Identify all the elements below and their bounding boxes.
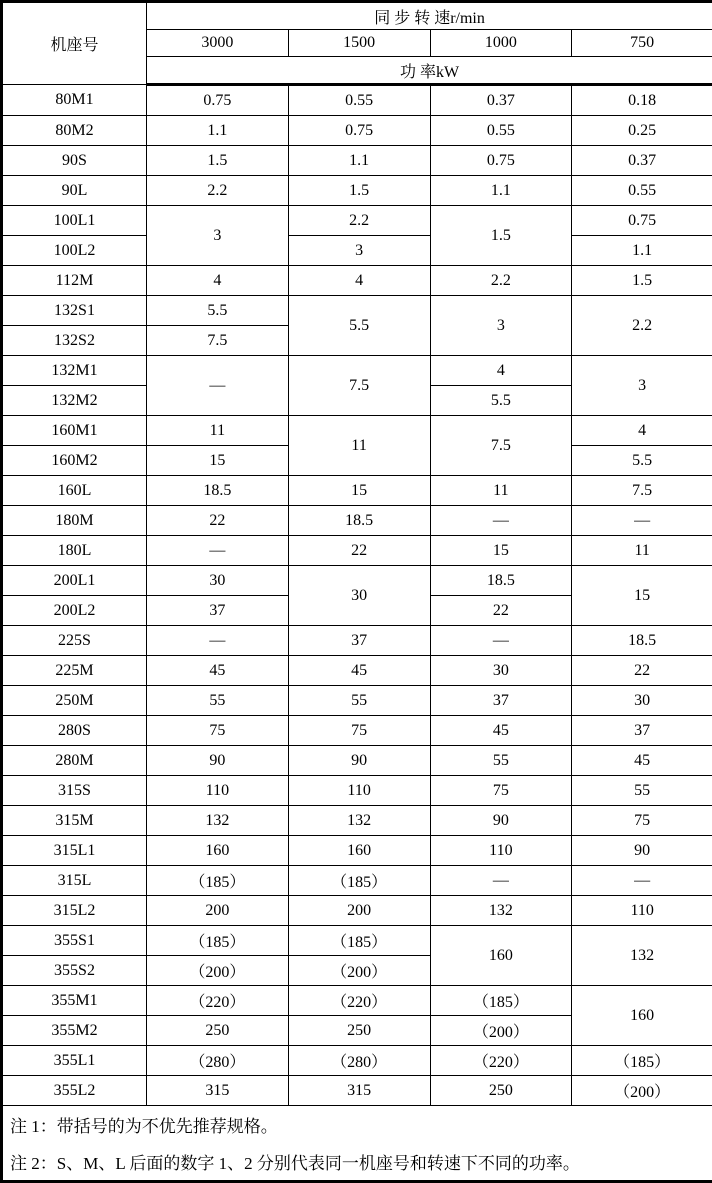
power-cell: 37	[147, 596, 289, 626]
frame-cell: 225M	[2, 656, 147, 686]
power-cell: 315	[288, 1076, 430, 1106]
table-row	[2, 116, 712, 146]
frame-cell: 225S	[2, 626, 147, 656]
table-row	[2, 776, 712, 806]
power-cell: —	[147, 536, 289, 566]
power-cell: 4	[147, 266, 289, 296]
power-cell: 2.2	[430, 266, 572, 296]
frame-cell: 180M	[2, 506, 147, 536]
power-cell: 22	[430, 596, 572, 626]
frame-cell: 132S1	[2, 296, 147, 326]
power-cell: （280）	[288, 1046, 430, 1076]
frame-cell: 90L	[2, 176, 147, 206]
frame-cell: 160L	[2, 476, 147, 506]
power-cell: 7.5	[147, 326, 289, 356]
power-cell: 0.18	[572, 85, 712, 116]
power-cell: —	[147, 626, 289, 656]
power-cell: （185）	[572, 1046, 712, 1076]
power-cell: 45	[430, 716, 572, 746]
frame-cell: 355S1	[2, 926, 147, 956]
table-row	[2, 866, 712, 896]
power-cell: 110	[430, 836, 572, 866]
power-cell: 75	[288, 716, 430, 746]
power-cell: 132	[572, 926, 712, 986]
power-cell: （200）	[572, 1076, 712, 1106]
power-cell: 0.75	[430, 146, 572, 176]
power-cell: 200	[147, 896, 289, 926]
table-row	[2, 566, 712, 596]
table-row	[2, 206, 712, 236]
table-row	[2, 146, 712, 176]
power-cell: 1.1	[288, 146, 430, 176]
frame-cell: 100L2	[2, 236, 147, 266]
table-row	[2, 1046, 712, 1076]
power-cell: 45	[572, 746, 712, 776]
frame-cell: 160M2	[2, 446, 147, 476]
note-row	[2, 1106, 712, 1144]
header-row-speed-title	[2, 2, 712, 30]
power-cell: 11	[288, 416, 430, 476]
frame-cell: 200L2	[2, 596, 147, 626]
power-cell: 0.75	[572, 206, 712, 236]
power-cell: （280）	[147, 1046, 289, 1076]
table-row	[2, 716, 712, 746]
frame-cell: 132M1	[2, 356, 147, 386]
power-cell: —	[572, 506, 712, 536]
frame-cell: 280M	[2, 746, 147, 776]
power-cell: 0.75	[147, 85, 289, 116]
power-cell: 7.5	[288, 356, 430, 416]
power-cell: （185）	[147, 926, 289, 956]
power-cell: 3	[288, 236, 430, 266]
power-cell: 250	[430, 1076, 572, 1106]
power-cell: （220）	[147, 986, 289, 1016]
power-cell: 22	[288, 536, 430, 566]
power-cell: 0.55	[572, 176, 712, 206]
power-cell: 18.5	[288, 506, 430, 536]
power-cell: 4	[430, 356, 572, 386]
speed-header: 同 步 转 速r/min	[147, 2, 712, 30]
frame-cell: 315M	[2, 806, 147, 836]
power-cell: 37	[572, 716, 712, 746]
power-cell: （220）	[288, 986, 430, 1016]
speed-1500-header: 1500	[288, 30, 430, 57]
table-row	[2, 416, 712, 446]
frame-cell: 100L1	[2, 206, 147, 236]
power-cell: 18.5	[572, 626, 712, 656]
power-cell: 15	[147, 446, 289, 476]
power-cell: 45	[147, 656, 289, 686]
power-cell: 5.5	[288, 296, 430, 356]
power-cell: 160	[572, 986, 712, 1046]
table-row	[2, 356, 712, 386]
power-cell: 2.2	[288, 206, 430, 236]
power-cell: 5.5	[572, 446, 712, 476]
power-cell: 15	[430, 536, 572, 566]
power-cell: 4	[288, 266, 430, 296]
power-cell: 160	[430, 926, 572, 986]
power-cell: 0.25	[572, 116, 712, 146]
power-cell: 250	[147, 1016, 289, 1046]
table-row	[2, 626, 712, 656]
power-cell: 18.5	[147, 476, 289, 506]
power-cell: 1.5	[430, 206, 572, 266]
power-cell: 11	[147, 416, 289, 446]
note-1: 注 1：带括号的为不优先推荐规格。	[10, 1117, 278, 1136]
power-cell: 90	[147, 746, 289, 776]
power-cell: 55	[572, 776, 712, 806]
power-cell: 1.5	[572, 266, 712, 296]
table-notes	[2, 1106, 712, 1182]
power-cell: 160	[288, 836, 430, 866]
power-cell: 5.5	[147, 296, 289, 326]
table-row	[2, 686, 712, 716]
power-cell: 22	[572, 656, 712, 686]
power-cell: 7.5	[572, 476, 712, 506]
power-cell: 250	[288, 1016, 430, 1046]
power-cell: 2.2	[147, 176, 289, 206]
power-cell: 30	[572, 686, 712, 716]
frame-cell: 250M	[2, 686, 147, 716]
power-cell: 132	[430, 896, 572, 926]
frame-cell: 80M2	[2, 116, 147, 146]
power-cell: —	[430, 506, 572, 536]
power-cell: 1.1	[572, 236, 712, 266]
power-cell: 30	[430, 656, 572, 686]
table-row	[2, 506, 712, 536]
power-cell: 30	[288, 566, 430, 626]
table-row	[2, 746, 712, 776]
table-row	[2, 986, 712, 1016]
frame-cell: 355S2	[2, 956, 147, 986]
power-cell: 11	[430, 476, 572, 506]
power-cell: —	[147, 356, 289, 416]
frame-cell: 355L2	[2, 1076, 147, 1106]
power-cell: 4	[572, 416, 712, 446]
frame-cell: 315L	[2, 866, 147, 896]
frame-cell: 355M2	[2, 1016, 147, 1046]
power-cell: 1.5	[147, 146, 289, 176]
power-cell: 55	[288, 686, 430, 716]
table-row	[2, 296, 712, 326]
frame-cell: 80M1	[2, 85, 147, 116]
table-row	[2, 656, 712, 686]
speed-1000-header: 1000	[430, 30, 572, 57]
power-cell: （220）	[430, 1046, 572, 1076]
power-cell: 1.1	[430, 176, 572, 206]
power-cell: 315	[147, 1076, 289, 1106]
frame-cell: 132S2	[2, 326, 147, 356]
table-header	[2, 2, 712, 85]
power-cell: 110	[288, 776, 430, 806]
power-cell: （185）	[288, 926, 430, 956]
power-cell: 0.55	[430, 116, 572, 146]
power-cell: 3	[147, 206, 289, 266]
note-row	[2, 1143, 712, 1182]
power-cell: —	[430, 866, 572, 896]
power-cell: 90	[572, 836, 712, 866]
power-cell: 37	[430, 686, 572, 716]
power-cell: （185）	[288, 866, 430, 896]
power-cell: 15	[572, 566, 712, 626]
power-cell: 132	[288, 806, 430, 836]
power-header: 功 率kW	[147, 57, 712, 85]
power-cell: （185）	[430, 986, 572, 1016]
power-cell: —	[572, 866, 712, 896]
power-cell: （200）	[430, 1016, 572, 1046]
power-cell: 110	[147, 776, 289, 806]
table-row	[2, 266, 712, 296]
power-cell: 1.5	[288, 176, 430, 206]
power-cell: 22	[147, 506, 289, 536]
frame-cell: 112M	[2, 266, 147, 296]
power-cell: 11	[572, 536, 712, 566]
table-row	[2, 926, 712, 956]
power-cell: 0.37	[572, 146, 712, 176]
table-row	[2, 85, 712, 116]
table-row	[2, 536, 712, 566]
frame-cell: 132M2	[2, 386, 147, 416]
power-cell: 0.37	[430, 85, 572, 116]
speed-3000-header: 3000	[147, 30, 289, 57]
power-cell: 15	[288, 476, 430, 506]
power-cell: 2.2	[572, 296, 712, 356]
note-2: 注 2：S、M、L 后面的数字 1、2 分别代表同一机座号和转速下不同的功率。	[10, 1154, 580, 1173]
speed-750-header: 750	[572, 30, 712, 57]
power-cell: 3	[572, 356, 712, 416]
power-cell: 0.55	[288, 85, 430, 116]
power-cell: 55	[147, 686, 289, 716]
frame-cell: 315L2	[2, 896, 147, 926]
power-cell: 160	[147, 836, 289, 866]
power-cell: 55	[430, 746, 572, 776]
power-cell: —	[430, 626, 572, 656]
power-cell: 1.1	[147, 116, 289, 146]
power-cell: 37	[288, 626, 430, 656]
power-cell: 30	[147, 566, 289, 596]
table-row	[2, 1076, 712, 1106]
frame-cell: 355L1	[2, 1046, 147, 1076]
table-row	[2, 896, 712, 926]
table-row	[2, 236, 712, 266]
power-cell: 5.5	[430, 386, 572, 416]
table-row	[2, 806, 712, 836]
power-cell: 200	[288, 896, 430, 926]
frame-cell: 200L1	[2, 566, 147, 596]
power-cell: 90	[288, 746, 430, 776]
frame-col-header: 机座号	[2, 2, 147, 85]
frame-cell: 90S	[2, 146, 147, 176]
frame-cell: 280S	[2, 716, 147, 746]
power-cell: 75	[147, 716, 289, 746]
power-cell: 75	[572, 806, 712, 836]
power-cell: 18.5	[430, 566, 572, 596]
frame-cell: 160M1	[2, 416, 147, 446]
power-cell: 45	[288, 656, 430, 686]
power-cell: 132	[147, 806, 289, 836]
frame-cell: 180L	[2, 536, 147, 566]
table-row	[2, 476, 712, 506]
table-body	[2, 85, 712, 1106]
frame-cell: 315S	[2, 776, 147, 806]
power-cell: 110	[572, 896, 712, 926]
power-cell: 90	[430, 806, 572, 836]
table-row	[2, 836, 712, 866]
power-cell: 3	[430, 296, 572, 356]
power-cell: 0.75	[288, 116, 430, 146]
power-cell: 7.5	[430, 416, 572, 476]
table-row	[2, 176, 712, 206]
frame-cell: 315L1	[2, 836, 147, 866]
power-cell: （200）	[147, 956, 289, 986]
power-cell: （200）	[288, 956, 430, 986]
frame-cell: 355M1	[2, 986, 147, 1016]
power-cell: （185）	[147, 866, 289, 896]
power-cell: 75	[430, 776, 572, 806]
